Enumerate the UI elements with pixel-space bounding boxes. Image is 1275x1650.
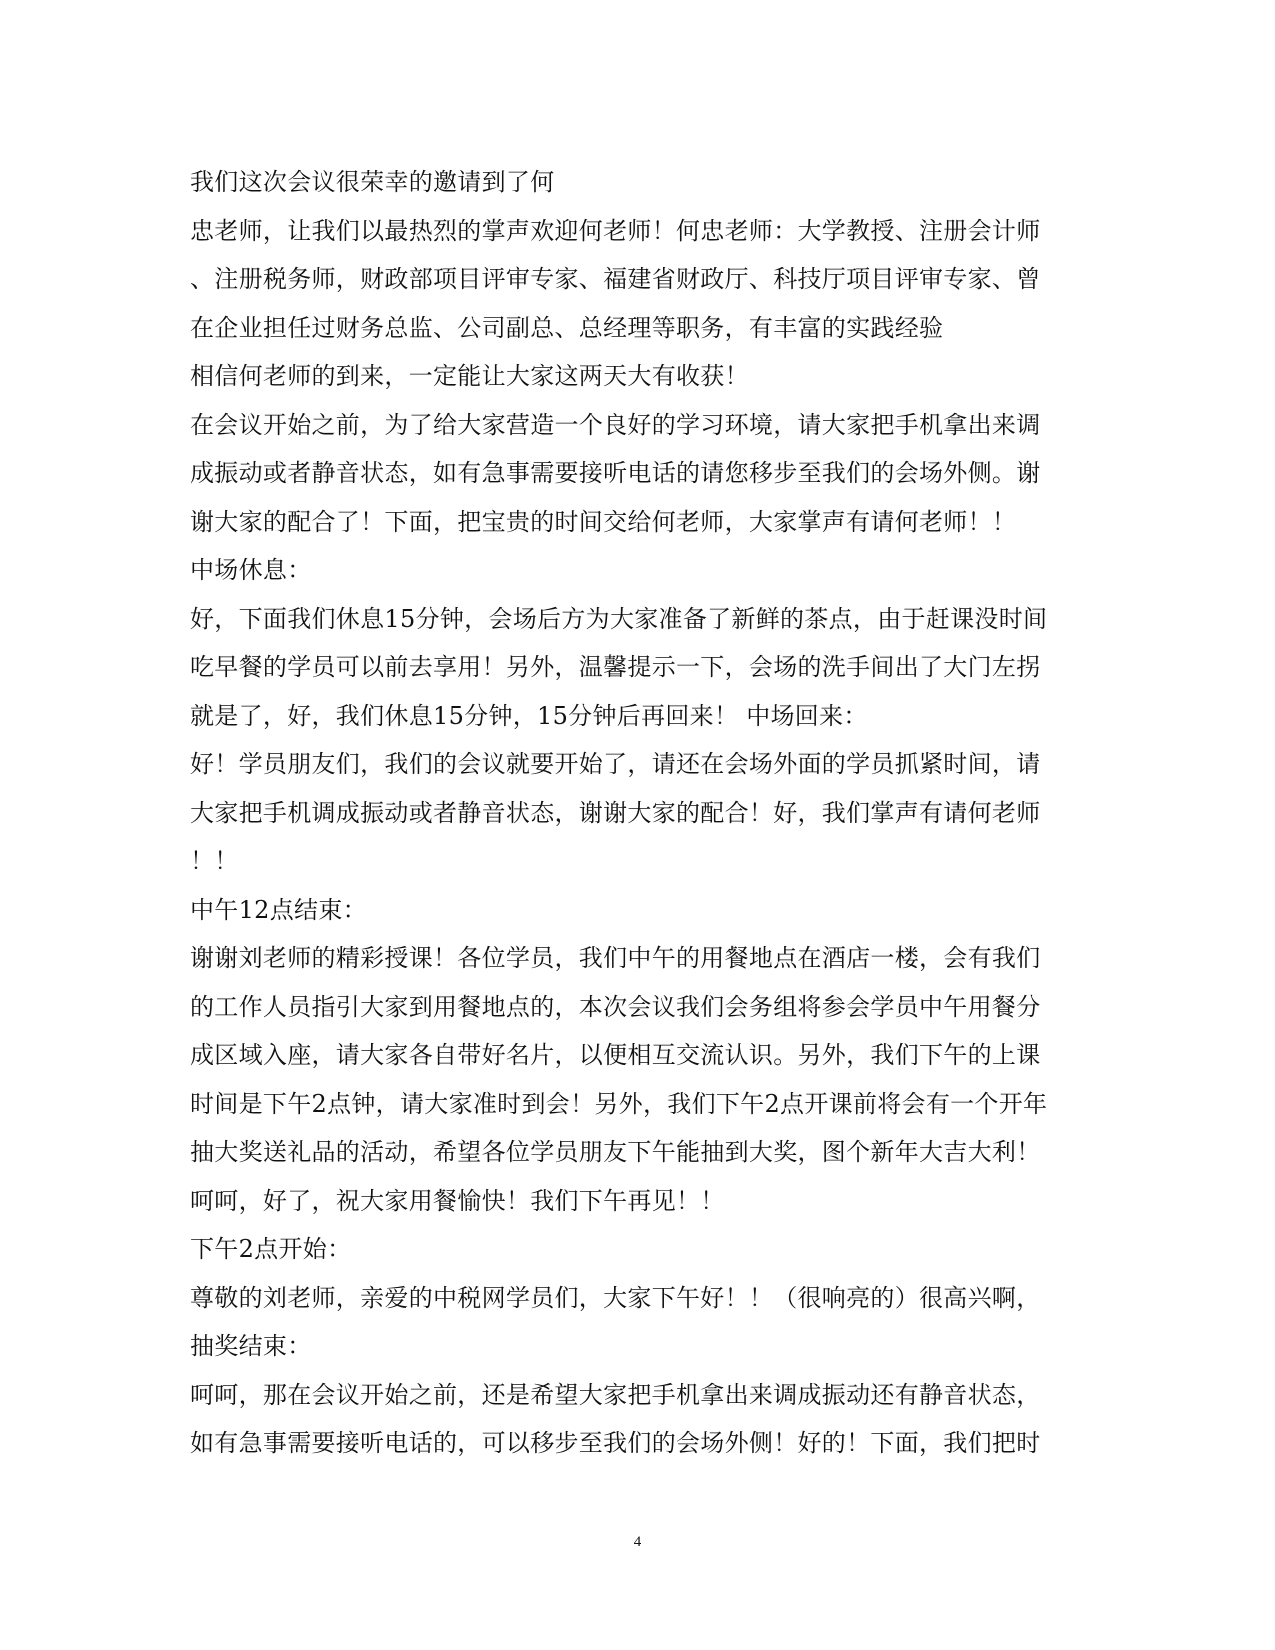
page-number: 4 — [633, 1534, 642, 1550]
text-line: 尊敬的刘老师，亲爱的中税网学员们，大家下午好！！（很响亮的）很高兴啊， — [190, 1283, 1041, 1312]
section-heading: 下午2点开始： — [190, 1235, 352, 1263]
text-line: 、注册税务师，财政部项目评审专家、福建省财政厅、科技厅项目评审专家、曾 — [190, 265, 1041, 293]
text-line: 我们这次会议很荣幸的邀请到了何 — [190, 168, 555, 196]
text-line: 就是了，好，我们休息15分钟，15分钟后再回来！ 中场回来： — [190, 701, 868, 730]
text-line: 谢大家的配合了！下面，把宝贵的时间交给何老师，大家掌声有请何老师！！ — [190, 507, 1017, 536]
text-line: 时间是下午2点钟，请大家准时到会！另外，我们下午2点开课前将会有一个开年 — [190, 1089, 1048, 1118]
text-line: 好，下面我们休息15分钟，会场后方为大家准备了新鲜的茶点，由于赶课没时间 — [190, 604, 1048, 633]
text-line: 谢谢刘老师的精彩授课！各位学员，我们中午的用餐地点在酒店一楼，会有我们 — [190, 944, 1041, 972]
text-line: 大家把手机调成振动或者静音状态，谢谢大家的配合！好，我们掌声有请何老师 — [190, 798, 1041, 827]
text-line: 呵呵，好了，祝大家用餐愉快！我们下午再见！！ — [190, 1186, 725, 1215]
section-heading: 中场休息： — [190, 556, 312, 584]
section-heading: 中午12点结束： — [190, 895, 367, 924]
text-line: 忠老师，让我们以最热烈的掌声欢迎何老师！何忠老师：大学教授、注册会计师 — [190, 216, 1041, 245]
text-line: 在会议开始之前，为了给大家营造一个良好的学习环境，请大家把手机拿出来调 — [190, 410, 1041, 439]
text-line: 呵呵，那在会议开始之前，还是希望大家把手机拿出来调成振动还有静音状态， — [190, 1380, 1041, 1409]
text-line: 的工作人员指引大家到用餐地点的，本次会议我们会务组将参会学员中午用餐分 — [190, 992, 1041, 1021]
text-line: 在企业担任过财务总监、公司副总、总经理等职务，有丰富的实践经验 — [190, 313, 944, 342]
text-line: ！！ — [190, 847, 239, 875]
text-line: 相信何老师的到来，一定能让大家这两天大有收获！ — [190, 362, 749, 390]
text-line: 成振动或者静音状态，如有急事需要接听电话的请您移步至我们的会场外侧。谢 — [190, 459, 1041, 487]
text-line: 成区域入座，请大家各自带好名片，以便相互交流认识。另外，我们下午的上课 — [190, 1041, 1041, 1069]
document-body — [190, 158, 1075, 1468]
text-line: 好！学员朋友们，我们的会议就要开始了，请还在会场外面的学员抓紧时间，请 — [190, 750, 1041, 778]
text-line: 如有急事需要接听电话的，可以移步至我们的会场外侧！好的！下面，我们把时 — [190, 1429, 1041, 1457]
section-heading: 抽奖结束： — [190, 1332, 312, 1360]
text-line: 抽大奖送礼品的活动，希望各位学员朋友下午能抽到大奖，图个新年大吉大利！ — [190, 1138, 1041, 1166]
text-line: 吃早餐的学员可以前去享用！另外，温馨提示一下，会场的洗手间出了大门左拐 — [190, 653, 1041, 681]
